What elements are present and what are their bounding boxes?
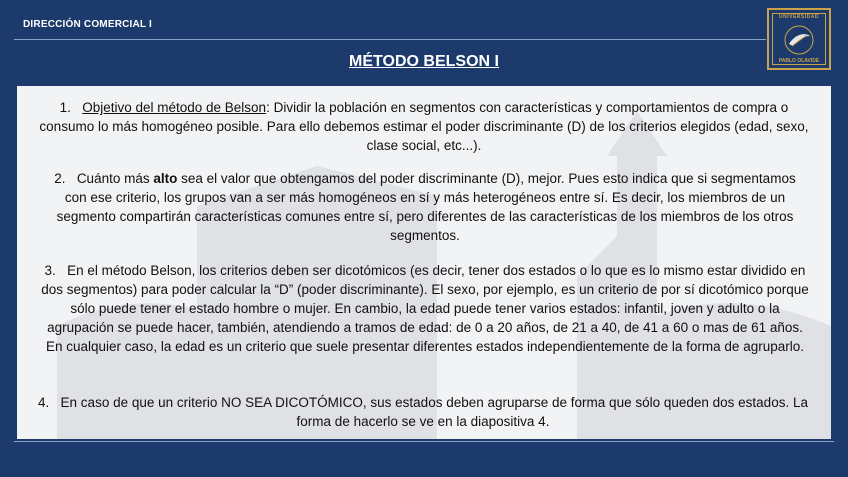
slide-title: MÉTODO BELSON I <box>349 53 499 70</box>
section-label: DIRECCIÓN COMERCIAL I <box>23 19 153 30</box>
item-1-text: : Dividir la población en segmentos con características y comportamientos de compra o consumo lo más homogéneo posible. Para ello debemos estimar el poder discriminante (D) de los criterios elegidos (edad, sexo, clase social, etc...). <box>39 100 809 153</box>
header-divider <box>14 39 766 40</box>
list-item-2 <box>47 169 803 245</box>
logo-text-top: UNIVERSIDAD <box>779 14 819 20</box>
list-item-4 <box>33 393 813 431</box>
item-2-bold: alto <box>153 171 178 186</box>
list-item-3 <box>39 261 811 356</box>
item-2-text-after: sea el valor que obtengamos del poder discriminante (D), mejor. Pues esto indica que si segmentamos con ese criterio, los grupos van a ser más homogéneos en sí y más heterogéneos entre sí. Es decir, los miembros de un segmento compartirán características comunes entre sí, pero diferentes de las características de los miembros de los otros segmentos. <box>56 171 796 243</box>
university-seal-icon <box>783 24 815 56</box>
item-4-number: 4. <box>38 395 50 410</box>
item-1-heading: Objetivo del método de Belson <box>82 100 267 115</box>
list-item-1 <box>39 98 809 155</box>
item-3-number: 3. <box>44 263 56 278</box>
item-3-text: En el método Belson, los criterios deben ser dicotómicos (es decir, tener dos estados o lo que es lo mismo estar dividido en dos segmentos) para poder calcular la “D” (poder discriminante). El sexo, por ejemplo, es un criterio de por sí dicotómico porque sólo puede tener el estado hombre o mujer. En cambio, la edad puede tener varios estados: infantil, joven y adulto o la agrupación se puede hacer, también, atendiendo a tramos de edad: de 0 a 20 años, de 21 a 40, de 41 a 60 o mas de 61 años. En cualquier caso, la edad es un criterio que suele presentar diferentes estados independientemente de la forma de agruparlo. <box>41 263 809 354</box>
item-4-text: En caso de que un criterio NO SEA DICOTÓMICO, sus estados deben agruparse de forma que sólo queden dos estados. La forma de hacerlo se ve en la diapositiva 4. <box>60 395 808 429</box>
item-1-number: 1. <box>59 100 71 115</box>
item-2-number: 2. <box>54 171 66 186</box>
content-panel <box>17 86 831 439</box>
item-2-text-before: Cuánto más <box>76 171 154 186</box>
logo-text-bottom: PABLO OLAVIDE <box>778 58 820 64</box>
footer-divider <box>14 441 834 442</box>
